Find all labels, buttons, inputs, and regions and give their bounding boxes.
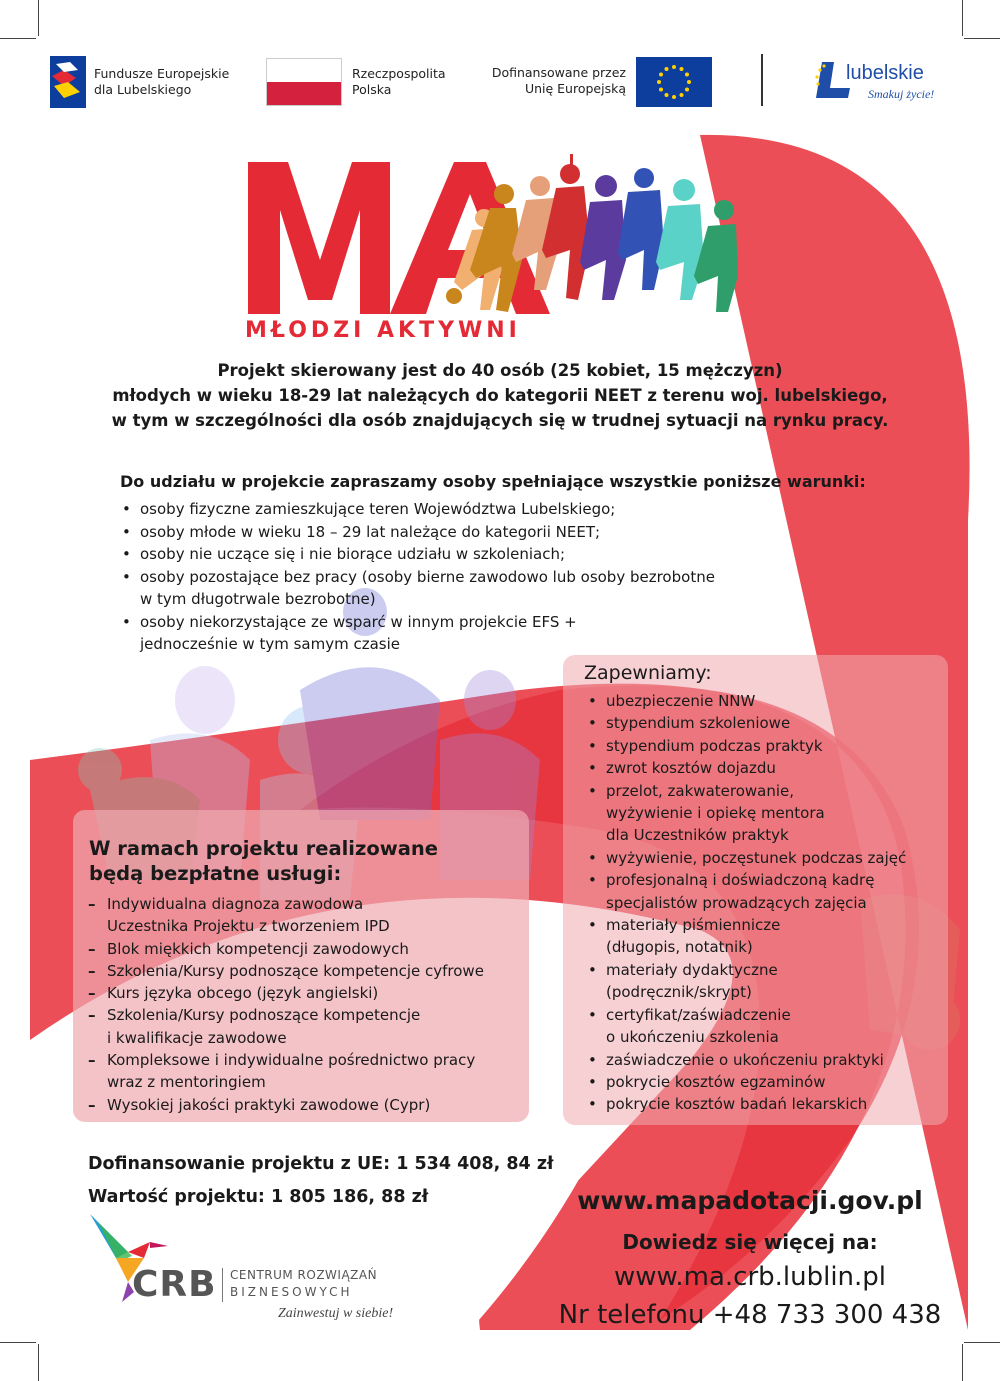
eu-star-icon [685, 73, 689, 77]
list-item: • osoby fizyczne zamieszkujące teren Województwa Lubelskiego; [120, 498, 810, 521]
list-item: • osoby młode w wieku 18 – 29 lat należące do kategorii NEET; [120, 521, 810, 544]
lubelskie-logo [812, 56, 962, 106]
intro-line: Projekt skierowany jest do 40 osób (25 kobiet, 15 mężczyzn) [217, 361, 783, 380]
eu-cofinanced-line2: Unię Europejską [524, 81, 626, 96]
eu-star-icon [665, 93, 669, 97]
intro-line: w tym w szczególności dla osób znajdujących się w trudnej sytuacji na rynku pracy. [111, 411, 889, 430]
eu-star-icon [657, 80, 661, 84]
eu-funds-logo [50, 56, 250, 108]
eu-funds-line1: Fundusze Europejskie [94, 66, 230, 81]
list-item: • pokrycie kosztów badań lekarskich [586, 1093, 946, 1115]
list-item: • osoby pozostające bez pracy (osoby bierne zawodowo lub osoby bezrobotne w tym długotrwale bezrobotne) [120, 566, 810, 611]
logo-divider [761, 54, 763, 106]
list-item: • osoby nie uczące się i nie biorące udziału w szkoleniach; [120, 543, 810, 566]
list-item: • profesjonalną i doświadczoną kadrę specjalistów prowadzących zajęcia [586, 869, 946, 914]
eu-star-icon [687, 80, 691, 84]
intro-line: młodych w wieku 18-29 lat należących do kategorii NEET z terenu woj. lubelskiego, [112, 386, 888, 405]
lubelskie-slogan: Smakuj życie! [868, 87, 935, 101]
list-item: • zwrot kosztów dojazdu [586, 757, 946, 779]
lubelskie-name: lubelskie [846, 62, 924, 84]
crop-mark [38, 0, 39, 36]
eu-star-icon [665, 67, 669, 71]
list-item: • zaświadczenie o ukończeniu praktyki [586, 1049, 946, 1071]
list-item: – Szkolenia/Kursy podnoszące kompetencje cyfrowe [88, 960, 528, 982]
poland-logo [266, 58, 466, 106]
list-item: – Szkolenia/Kursy podnoszące kompetencje i kwalifikacje zawodowe [88, 1004, 528, 1049]
crop-mark [964, 1342, 1000, 1343]
list-item: • stypendium szkoleniowe [586, 712, 946, 734]
eu-star-icon [680, 67, 684, 71]
crop-mark [962, 0, 963, 36]
eu-funds-emblem-icon [50, 56, 86, 108]
services-title: W ramach projektu realizowane będą bezpłatne usługi: [89, 837, 439, 885]
list-item: – Indywidualna diagnoza zawodowa Uczestnika Projektu z tworzeniem IPD [88, 893, 528, 938]
crop-mark [964, 38, 1000, 39]
conditions-title: Do udziału w projekcie zapraszamy osoby spełniające wszystkie poniższe warunki: [120, 472, 866, 491]
eu-funds-line2: dla Lubelskiego [94, 82, 192, 97]
list-item: • materiały dydaktyczne (podręcznik/skrypt) [586, 959, 946, 1004]
list-item: – Blok miękkich kompetencji zawodowych [88, 938, 528, 960]
eu-star-icon [659, 88, 663, 92]
list-item: • ubezpieczenie NNW [586, 690, 946, 712]
total-value-line: Wartość projektu: 1 805 186, 88 zł [88, 1187, 429, 1207]
list-item: – Kurs języka obcego (język angielski) [88, 982, 528, 1004]
project-name: MŁODZI AKTYWNI [245, 318, 521, 343]
guarantees-title: Zapewniamy: [584, 662, 712, 684]
crb-logo [88, 1212, 448, 1332]
crb-slogan: Zainwestuj w siebie! [278, 1306, 394, 1321]
list-item: • materiały piśmiennicze (długopis, notatnik) [586, 914, 946, 959]
eu-cofinanced-logo [470, 56, 714, 108]
eu-star-icon [672, 65, 676, 69]
crop-mark [38, 1344, 39, 1381]
eu-star-icon [680, 93, 684, 97]
crb-name-line1: CENTRUM ROZWIĄZAŃ [230, 1268, 378, 1282]
poland-line1: Rzeczpospolita [352, 66, 446, 81]
eu-star-icon [659, 73, 663, 77]
list-item: • pokrycie kosztów egzaminów [586, 1071, 946, 1093]
list-item: • stypendium podczas praktyk [586, 735, 946, 757]
list-item: – Kompleksowe i indywidualne pośrednictwo pracy wraz z mentoringiem [88, 1049, 528, 1094]
eu-star-icon [672, 95, 676, 99]
project-website-link[interactable]: www.ma.crb.lublin.pl [613, 1262, 887, 1292]
services-list [88, 893, 528, 1116]
intro-text [60, 358, 940, 433]
crop-mark [0, 38, 36, 39]
poland-line2: Polska [352, 82, 392, 97]
more-info-label: Dowiedz się więcej na: [622, 1230, 878, 1254]
eu-flag-icon [636, 57, 712, 107]
list-item: • osoby niekorzystające ze wsparć w innym projekcie EFS + jednocześnie w tym samym czasie [120, 611, 810, 656]
list-item: • certyfikat/zaświadczenie o ukończeniu szkolenia [586, 1004, 946, 1049]
guarantees-list [586, 690, 946, 1116]
crb-name-line2: BIZNESOWYCH [230, 1285, 353, 1299]
poland-flag-icon [266, 58, 342, 106]
list-item: • przelot, zakwaterowanie, wyżywienie i opiekę mentora dla Uczestników praktyk [586, 780, 946, 847]
eu-star-icon [685, 88, 689, 92]
crop-mark [0, 1342, 36, 1343]
phone-number[interactable]: Nr telefonu +48 733 300 438 [558, 1300, 942, 1330]
crb-divider [222, 1268, 223, 1302]
eu-funding-line: Dofinansowanie projektu z UE: 1 534 408, 84 zł [88, 1154, 554, 1174]
conditions-list [120, 498, 810, 656]
list-item: – Wysokiej jakości praktyki zawodowe (Cypr) [88, 1094, 528, 1116]
list-item: • wyżywienie, poczęstunek podczas zajęć [586, 847, 946, 869]
letter-m [248, 162, 390, 314]
funding-info [88, 1148, 554, 1214]
eu-cofinanced-line1: Dofinansowane przez [491, 65, 626, 80]
crb-abbr: CRB [132, 1264, 217, 1305]
portal-link[interactable]: www.mapadotacji.gov.pl [577, 1186, 923, 1215]
crop-mark [962, 1344, 963, 1381]
